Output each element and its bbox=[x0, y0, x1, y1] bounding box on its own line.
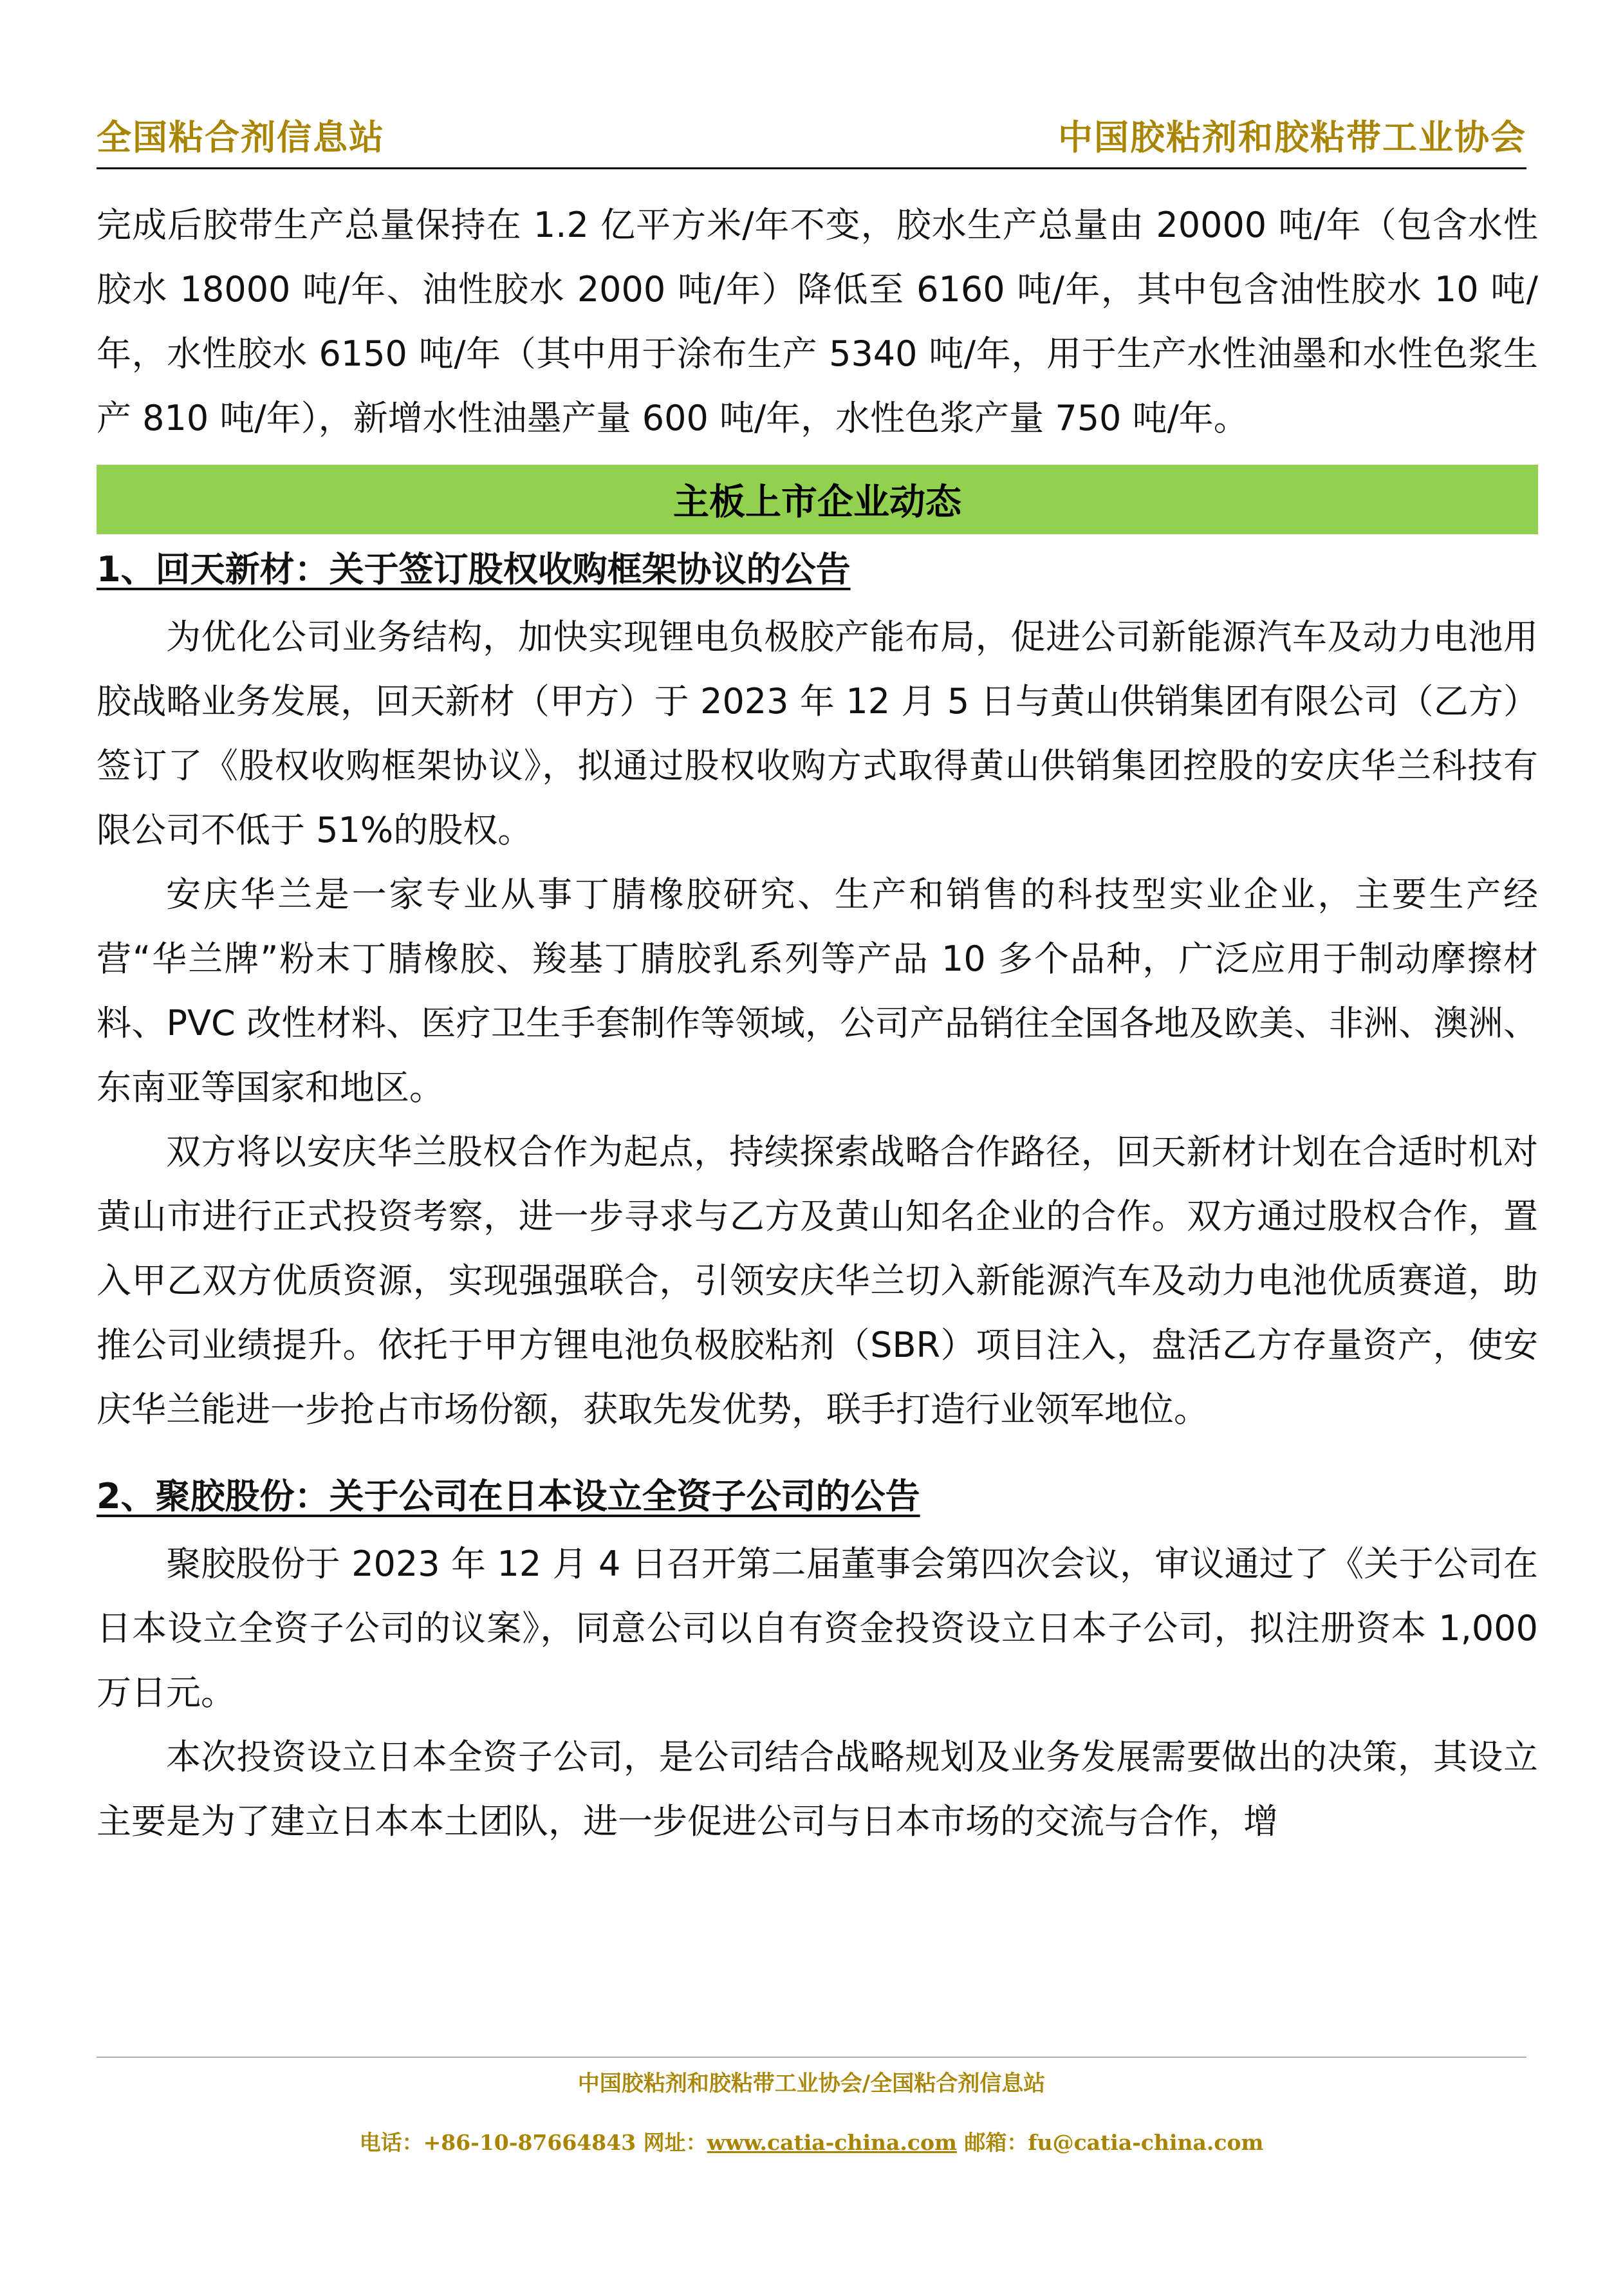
news-item-heading bbox=[97, 534, 1538, 605]
news-item-heading-text: 2、聚胶股份：关于公司在日本设立全资子公司的公告 bbox=[97, 1476, 920, 1517]
news-item-heading-text: 1、回天新材：关于签订股权收购框架协议的公告 bbox=[97, 549, 851, 590]
footer-phone-label: 电话： bbox=[359, 2130, 423, 2155]
section-title-bar: 主板上市企业动态 bbox=[97, 465, 1538, 534]
footer-email: fu@catia-china.com bbox=[1028, 2130, 1264, 2155]
header-association-name: 中国胶粘剂和胶粘带工业协会 bbox=[1058, 117, 1526, 158]
footer-website-label: 网址： bbox=[643, 2130, 707, 2155]
spacer bbox=[97, 1442, 1538, 1461]
page-content bbox=[97, 193, 1538, 1854]
news-item-2 bbox=[97, 1461, 1538, 1854]
news-item-paragraph: 双方将以安庆华兰股权合作为起点，持续探索战略合作路径，回天新材计划在合适时机对黄山市进行正式投资考察，进一步寻求与乙方及黄山知名企业的合作。双方通过股权合作，置入甲乙双方优质资源，实现强强联合，引领安庆华兰切入新能源汽车及动力电池优质赛道，助推公司业绩提升。依托于甲方锂电池负极胶粘剂（SBR）项目注入，盘活乙方存量资产，使安庆华兰能进一步抢占市场份额，获取先发优势，联手打造行业领军地位。 bbox=[97, 1132, 1538, 1430]
news-item-heading bbox=[97, 1461, 1538, 1532]
page-header bbox=[97, 109, 1526, 169]
footer-contact bbox=[97, 2123, 1526, 2162]
footer-email-label: 邮箱： bbox=[964, 2130, 1028, 2155]
news-item-paragraph: 聚胶股份于 2023 年 12 月 4 日召开第二届董事会第四次会议，审议通过了《关于公司在日本设立全资子公司的议案》，同意公司以自有资金投资设立日本子公司，拟注册资本 1,000 万日元。 bbox=[97, 1544, 1538, 1713]
footer-organization: 中国胶粘剂和胶粘带工业协会/全国粘合剂信息站 bbox=[577, 2071, 1046, 2096]
footer-phone: +86-10-87664843 bbox=[423, 2130, 636, 2155]
news-item-paragraph: 安庆华兰是一家专业从事丁腈橡胶研究、生产和销售的科技型实业企业，主要生产经营“华兰牌”粉末丁腈橡胶、羧基丁腈胶乳系列等产品 10 多个品种，广泛应用于制动摩擦材料、PVC 改性材料、医疗卫生手套制作等领域，公司产品销往全国各地及欧美、非洲、澳洲、东南亚等国家和地区。 bbox=[97, 874, 1538, 1108]
header-site-name: 全国粘合剂信息站 bbox=[97, 117, 385, 158]
page-footer bbox=[97, 2057, 1526, 2162]
news-item-paragraph: 为优化公司业务结构，加快实现锂电负极胶产能布局，促进公司新能源汽车及动力电池用胶战略业务发展，回天新材（甲方）于 2023 年 12 月 5 日与黄山供销集团有限公司（乙方）签订了《股权收购框架协议》，拟通过股权收购方式取得黄山供销集团控股的安庆华兰科技有限公司不低于 51%的股权。 bbox=[97, 617, 1538, 850]
intro-paragraph: 完成后胶带生产总量保持在 1.2 亿平方米/年不变，胶水生产总量由 20000 吨/年（包含水性胶水 18000 吨/年、油性胶水 2000 吨/年）降低至 6160 吨/年，其中包含油性胶水 10 吨/年，水性胶水 6150 吨/年（其中用于涂布生产 5340 吨/年，用于生产水性油墨和水性色浆生产 810 吨/年），新增水性油墨产量 600 吨/年，水性色浆产量 750 吨/年。 bbox=[97, 205, 1538, 438]
news-item-1 bbox=[97, 534, 1538, 1442]
news-item-paragraph: 本次投资设立日本全资子公司，是公司结合战略规划及业务发展需要做出的决策，其设立主要是为了建立日本本土团队，进一步促进公司与日本市场的交流与合作，增 bbox=[97, 1737, 1538, 1842]
footer-website-link[interactable]: www.catia-china.com bbox=[707, 2130, 957, 2155]
